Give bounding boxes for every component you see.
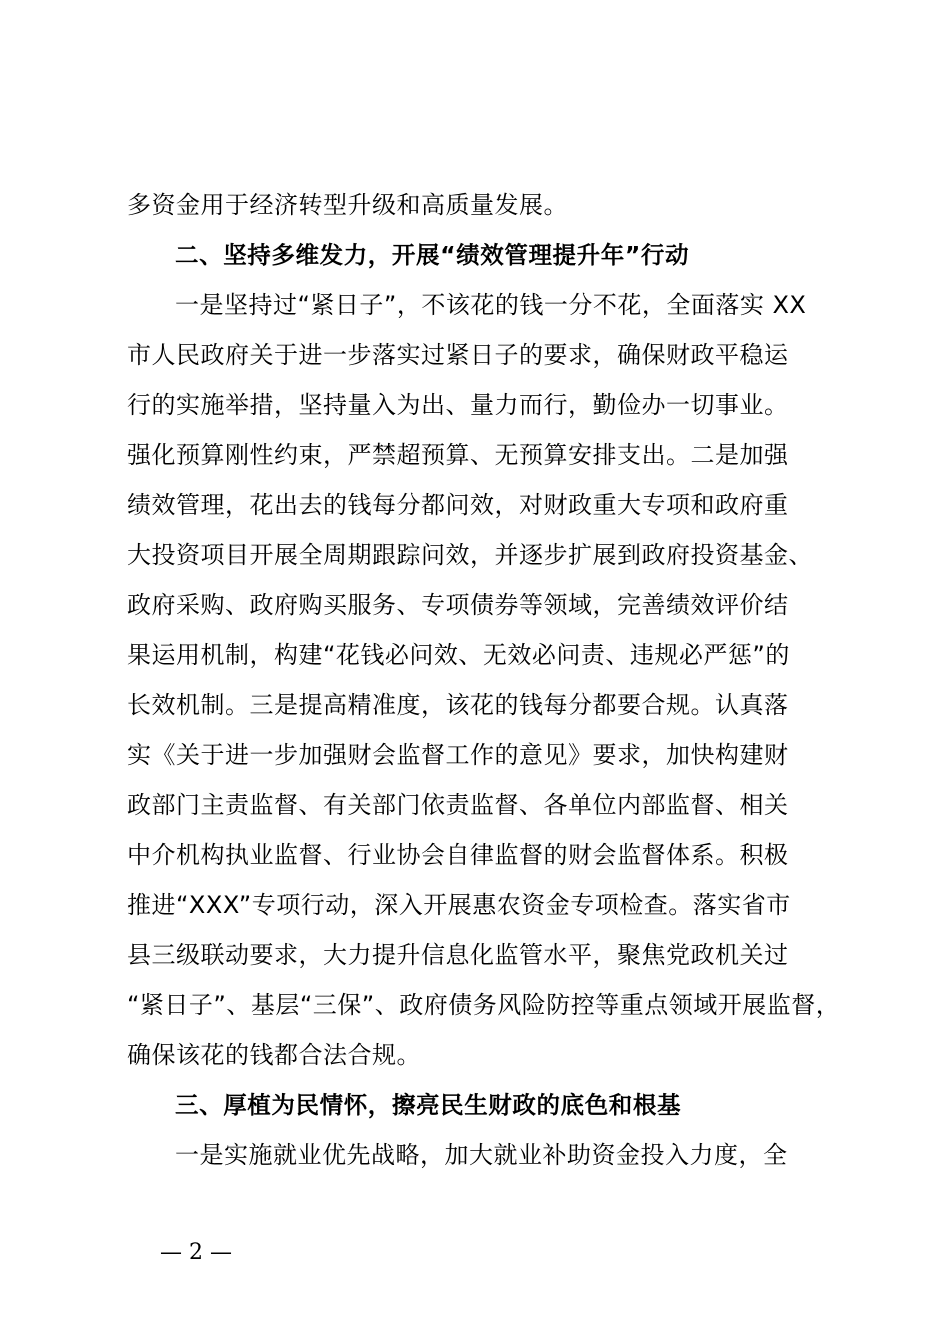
body-text-line: 中介机构执业监督、行业协会自律监督的财会监督体系。积极 bbox=[127, 841, 789, 869]
body-text-line: 政府采购、政府购买服务、专项债券等领域，完善绩效评价结 bbox=[127, 591, 789, 619]
page-number: — 2 — bbox=[160, 1240, 232, 1265]
body-text-line: 强化预算刚性约束，严禁超预算、无预算安排支出。二是加强 bbox=[127, 441, 789, 469]
body-text-line: 实《关于进一步加强财会监督工作的意见》要求，加快构建财 bbox=[127, 741, 789, 769]
body-text-line: “紧日子”、基层“三保”、政府债务风险防控等重点领域开展监督， bbox=[127, 991, 841, 1019]
body-text-line: 多资金用于经济转型升级和高质量发展。 bbox=[127, 191, 568, 219]
section-heading: 二、坚持多维发力，开展“绩效管理提升年”行动 bbox=[175, 241, 690, 269]
body-text-line: 县三级联动要求，大力提升信息化监管水平，聚焦党政机关过 bbox=[127, 941, 789, 969]
body-text-line: 果运用机制，构建“花钱必问效、无效必问责、违规必严惩”的 bbox=[127, 641, 790, 669]
body-text-line: 绩效管理，花出去的钱每分都问效，对财政重大专项和政府重 bbox=[127, 491, 789, 519]
body-text-line: 政部门主责监督、有关部门依责监督、各单位内部监督、相关 bbox=[127, 791, 789, 819]
body-text-line: 一是实施就业优先战略，加大就业补助资金投入力度，全 bbox=[175, 1141, 788, 1169]
body-text-line: 大投资项目开展全周期跟踪问效，并逐步扩展到政府投资基金、 bbox=[127, 541, 813, 569]
body-text-line: 市人民政府关于进一步落实过紧日子的要求，确保财政平稳运 bbox=[127, 341, 789, 369]
body-text-line: 推进“XXX”专项行动，深入开展惠农资金专项检查。落实省市 bbox=[127, 891, 791, 919]
section-heading: 三、厚植为民情怀，擦亮民生财政的底色和根基 bbox=[175, 1091, 682, 1119]
document-body bbox=[127, 180, 857, 1180]
body-text-line: 行的实施举措，坚持量入为出、量力而行，勤俭办一切事业。 bbox=[127, 391, 789, 419]
body-text-line: 确保该花的钱都合法合规。 bbox=[127, 1041, 421, 1069]
body-text-line: 长效机制。三是提高精准度，该花的钱每分都要合规。认真落 bbox=[127, 691, 789, 719]
body-text-line: 一是坚持过“紧日子”，不该花的钱一分不花，全面落实 XX bbox=[175, 291, 807, 319]
